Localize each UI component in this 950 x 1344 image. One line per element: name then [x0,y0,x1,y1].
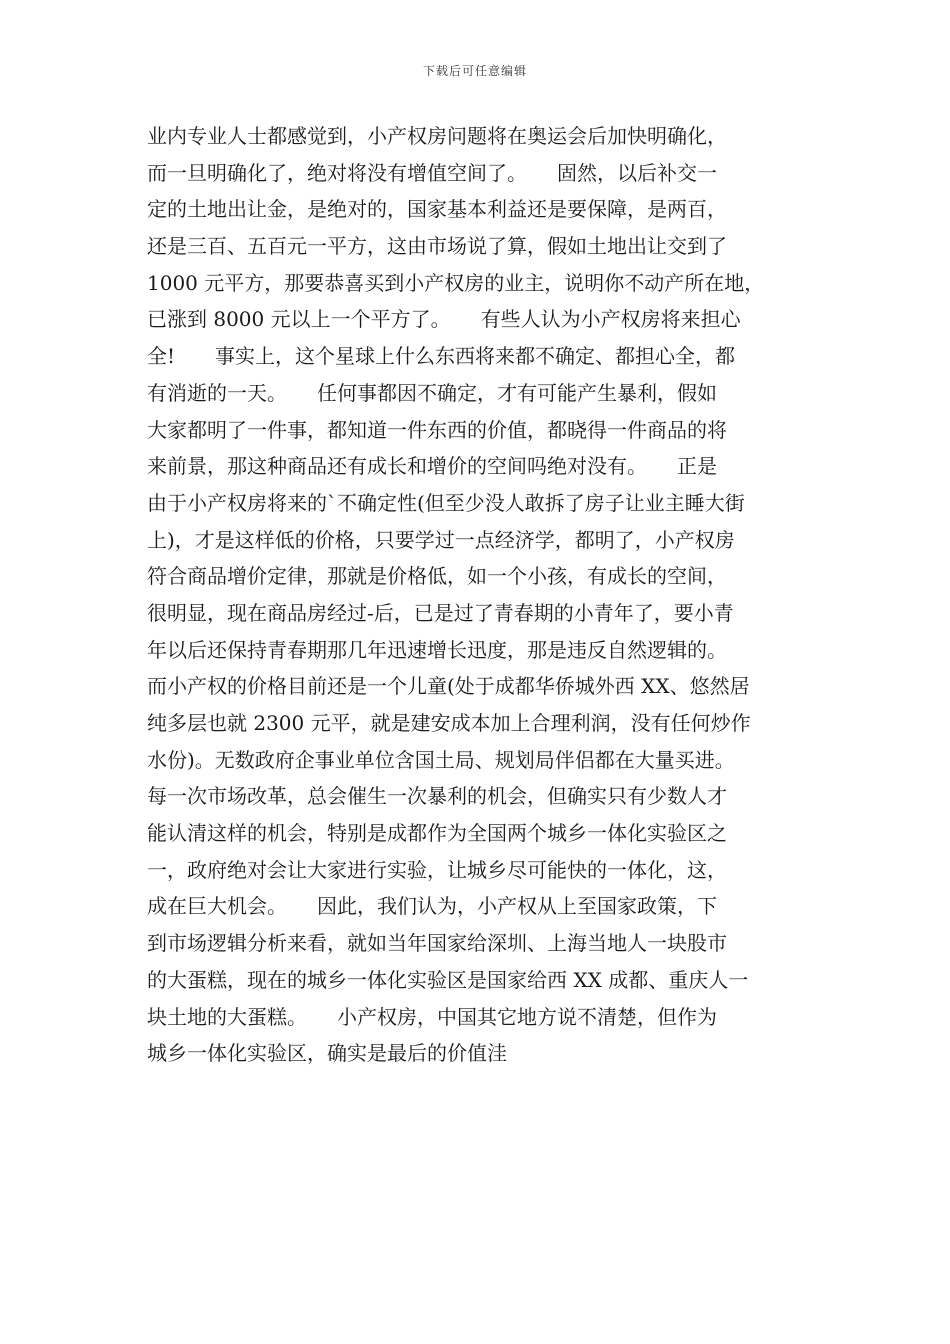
text-line: 而一旦明确化了，绝对将没有增值空间了。 固然，以后补交一 [147,160,717,185]
text-line: 符合商品增价定律，那就是价格低，如一个小孩，有成长的空间， [147,564,727,589]
text-line: 大家都明了一件事，都知道一件东西的价值，都晓得一件商品的将 [147,417,727,442]
text-line: 很明显，现在商品房经过-后，已是过了青春期的小青年了，要小青 [147,600,734,625]
text-line: 有消逝的一天。 任何事都因不确定，才有可能产生暴利，假如 [147,380,717,405]
text-line: 业内专业人士都感觉到，小产权房问题将在奥运会后加快明确化， [147,124,727,148]
text-line: 全! 事实上，这个星球上什么东西将来都不确定、都担心全，都 [147,344,736,369]
text-line: 一，政府绝对会让大家进行实验，让城乡尽可能快的一体化，这， [147,857,727,882]
text-line: 每一次市场改革，总会催生一次暴利的机会，但确实只有少数人才 [147,784,727,809]
text-line: 由于小产权房将来的`不确定性(但至少没人敢拆了房子让业主睡大街 [147,490,745,515]
text-line: 已涨到 8000 元以上一个平方了。 有些人认为小产权房将来担心 [147,307,741,332]
text-line: 定的土地出让金，是绝对的，国家基本利益还是要保障，是两百， [147,197,727,222]
text-line: 上)，才是这样低的价格，只要学过一点经济学，都明了，小产权房 [147,527,735,552]
text-line: 块土地的大蛋糕。 小产权房，中国其它地方说不清楚，但作为 [147,1004,717,1029]
text-line: 纯多层也就 2300 元平，就是建安成本加上合理利润，没有任何炒作 [147,711,751,735]
text-line: 1000 元平方，那要恭喜买到小产权房的业主，说明你不动产所在地， [147,270,765,295]
text-line: 来前景，那这种商品还有成长和增价的空间吗绝对没有。 正是 [147,454,717,479]
text-line: 到市场逻辑分析来看，就如当年国家给深圳、上海当地人一块股市 [147,931,727,956]
text-line: 水份)。无数政府企事业单位含国土局、规划局伴侣都在大量买进。 [147,747,735,772]
text-line: 城乡一体化实验区，确实是最后的价值洼 [147,1041,507,1066]
text-line: 的大蛋糕，现在的城乡一体化实验区是国家给西 XX 成都、重庆人一 [147,967,749,992]
text-line: 成在巨大机会。 因此，我们认为，小产权从上至国家政策，下 [147,894,717,919]
text-line: 而小产权的价格目前还是一个儿童(处于成都华侨城外西 XX、悠然居 [147,674,750,699]
text-line: 年以后还保持青春期那几年迅速增长迅度，那是违反自然逻辑的。 [147,637,727,662]
text-line: 还是三百、五百元一平方，这由市场说了算，假如土地出让交到了 [147,234,727,259]
body-text [147,118,812,1072]
text-line: 能认清这样的机会，特别是成都作为全国两个城乡一体化实验区之 [147,821,727,846]
page-header: 下载后可任意编辑 [422,64,527,78]
